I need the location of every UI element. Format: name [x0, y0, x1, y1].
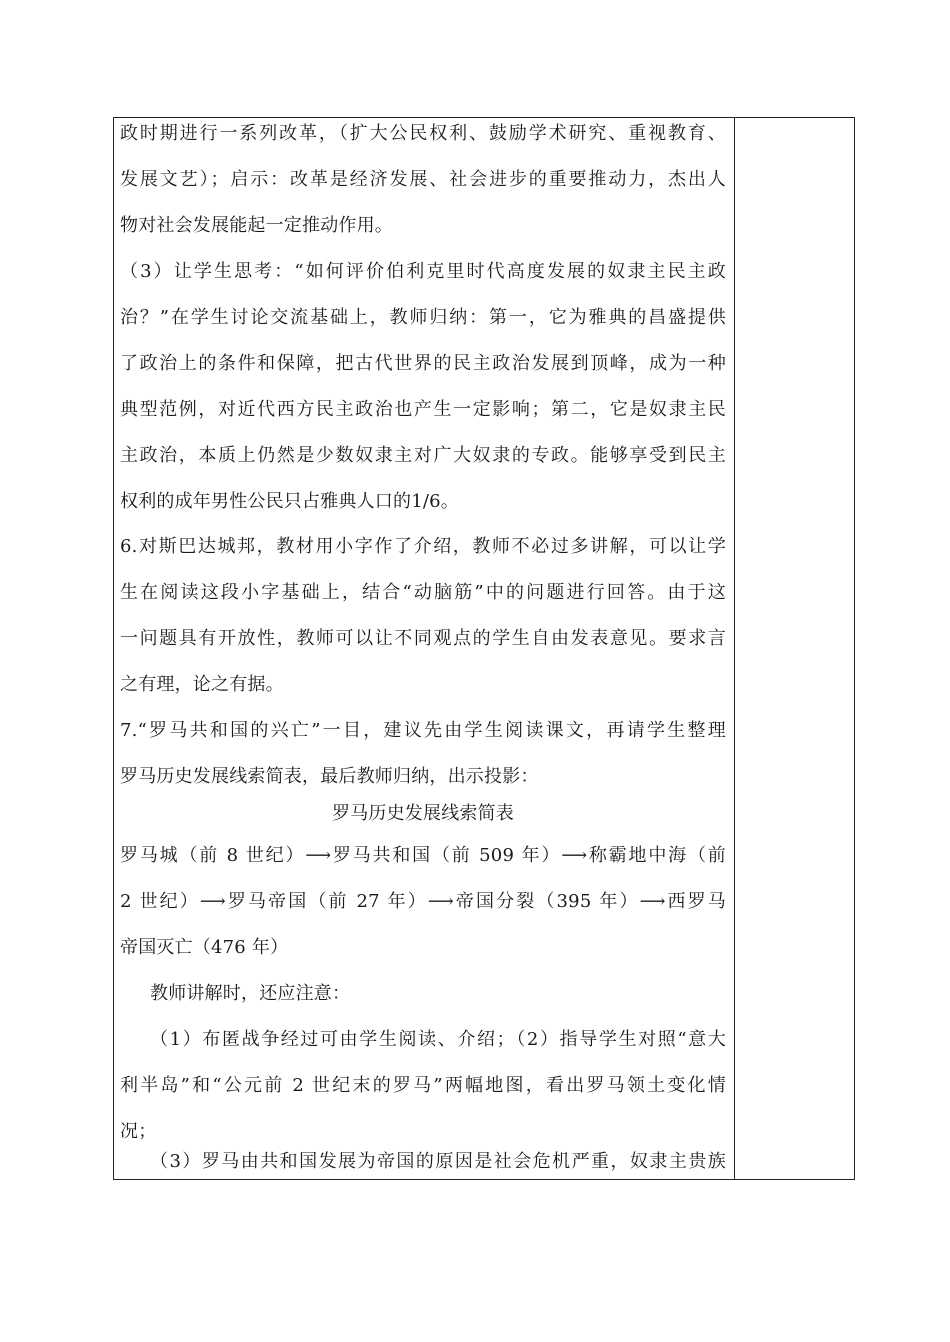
text-line: 教师讲解时，还应注意：	[150, 983, 351, 1004]
text-line: 了政治上的条件和保障，把古代世界的民主政治发展到顶峰，成为一种	[120, 353, 726, 374]
lesson-content-cell	[120, 117, 726, 1177]
text-line: 2 世纪）⟶罗马帝国（前 27 年）⟶帝国分裂（395 年）⟶西罗马	[120, 891, 726, 912]
text-line: 发展文艺）；启示：改革是经济发展、社会进步的重要推动力，杰出人	[120, 169, 726, 190]
text-line: 7.“罗马共和国的兴亡”一目，建议先由学生阅读课文，再请学生整理	[120, 720, 726, 741]
text-line: 生在阅读这段小字基础上，结合“动脑筋”中的问题进行回答。由于这	[120, 582, 726, 603]
text-line: 罗马历史发展线索简表，最后教师归纳，出示投影：	[120, 766, 539, 787]
text-line: 帝国灭亡（476 年）	[120, 937, 289, 958]
text-line: 况；	[120, 1121, 157, 1142]
text-line: （3）罗马由共和国发展为帝国的原因是社会危机严重，奴隶主贵族	[150, 1151, 726, 1172]
table-column-divider	[734, 117, 735, 1180]
text-line: 罗马城（前 8 世纪）⟶罗马共和国（前 509 年）⟶称霸地中海（前	[120, 845, 726, 866]
text-line: 权利的成年男性公民只占雅典人口的1/6。	[120, 491, 459, 512]
text-line: （3）让学生思考：“如何评价伯利克里时代高度发展的奴隶主民主政	[120, 261, 726, 282]
text-line: 典型范例，对近代西方民主政治也产生一定影响；第二，它是奴隶主民	[120, 399, 726, 420]
text-line: 物对社会发展能起一定推动作用。	[120, 215, 393, 236]
table-caption: 罗马历史发展线索简表	[332, 803, 514, 824]
text-line: 政时期进行一系列改革，（扩大公民权利、鼓励学术研究、重视教育、	[120, 123, 726, 144]
text-line: 主政治，本质上仍然是少数奴隶主对广大奴隶的专政。能够享受到民主	[120, 445, 726, 466]
text-line: 一问题具有开放性，教师可以让不同观点的学生自由发表意见。要求言	[120, 628, 726, 649]
text-line: 6.对斯巴达城邦，教材用小字作了介绍，教师不必过多讲解，可以让学	[120, 536, 726, 557]
text-line: 治？”在学生讨论交流基础上，教师归纳：第一，它为雅典的昌盛提供	[120, 307, 726, 328]
text-line: 之有理，论之有据。	[120, 674, 284, 695]
text-line: （1）布匿战争经过可由学生阅读、介绍；（2）指导学生对照“意大	[150, 1029, 726, 1050]
text-line: 利半岛”和“公元前 2 世纪末的罗马”两幅地图，看出罗马领土变化情	[120, 1075, 726, 1096]
